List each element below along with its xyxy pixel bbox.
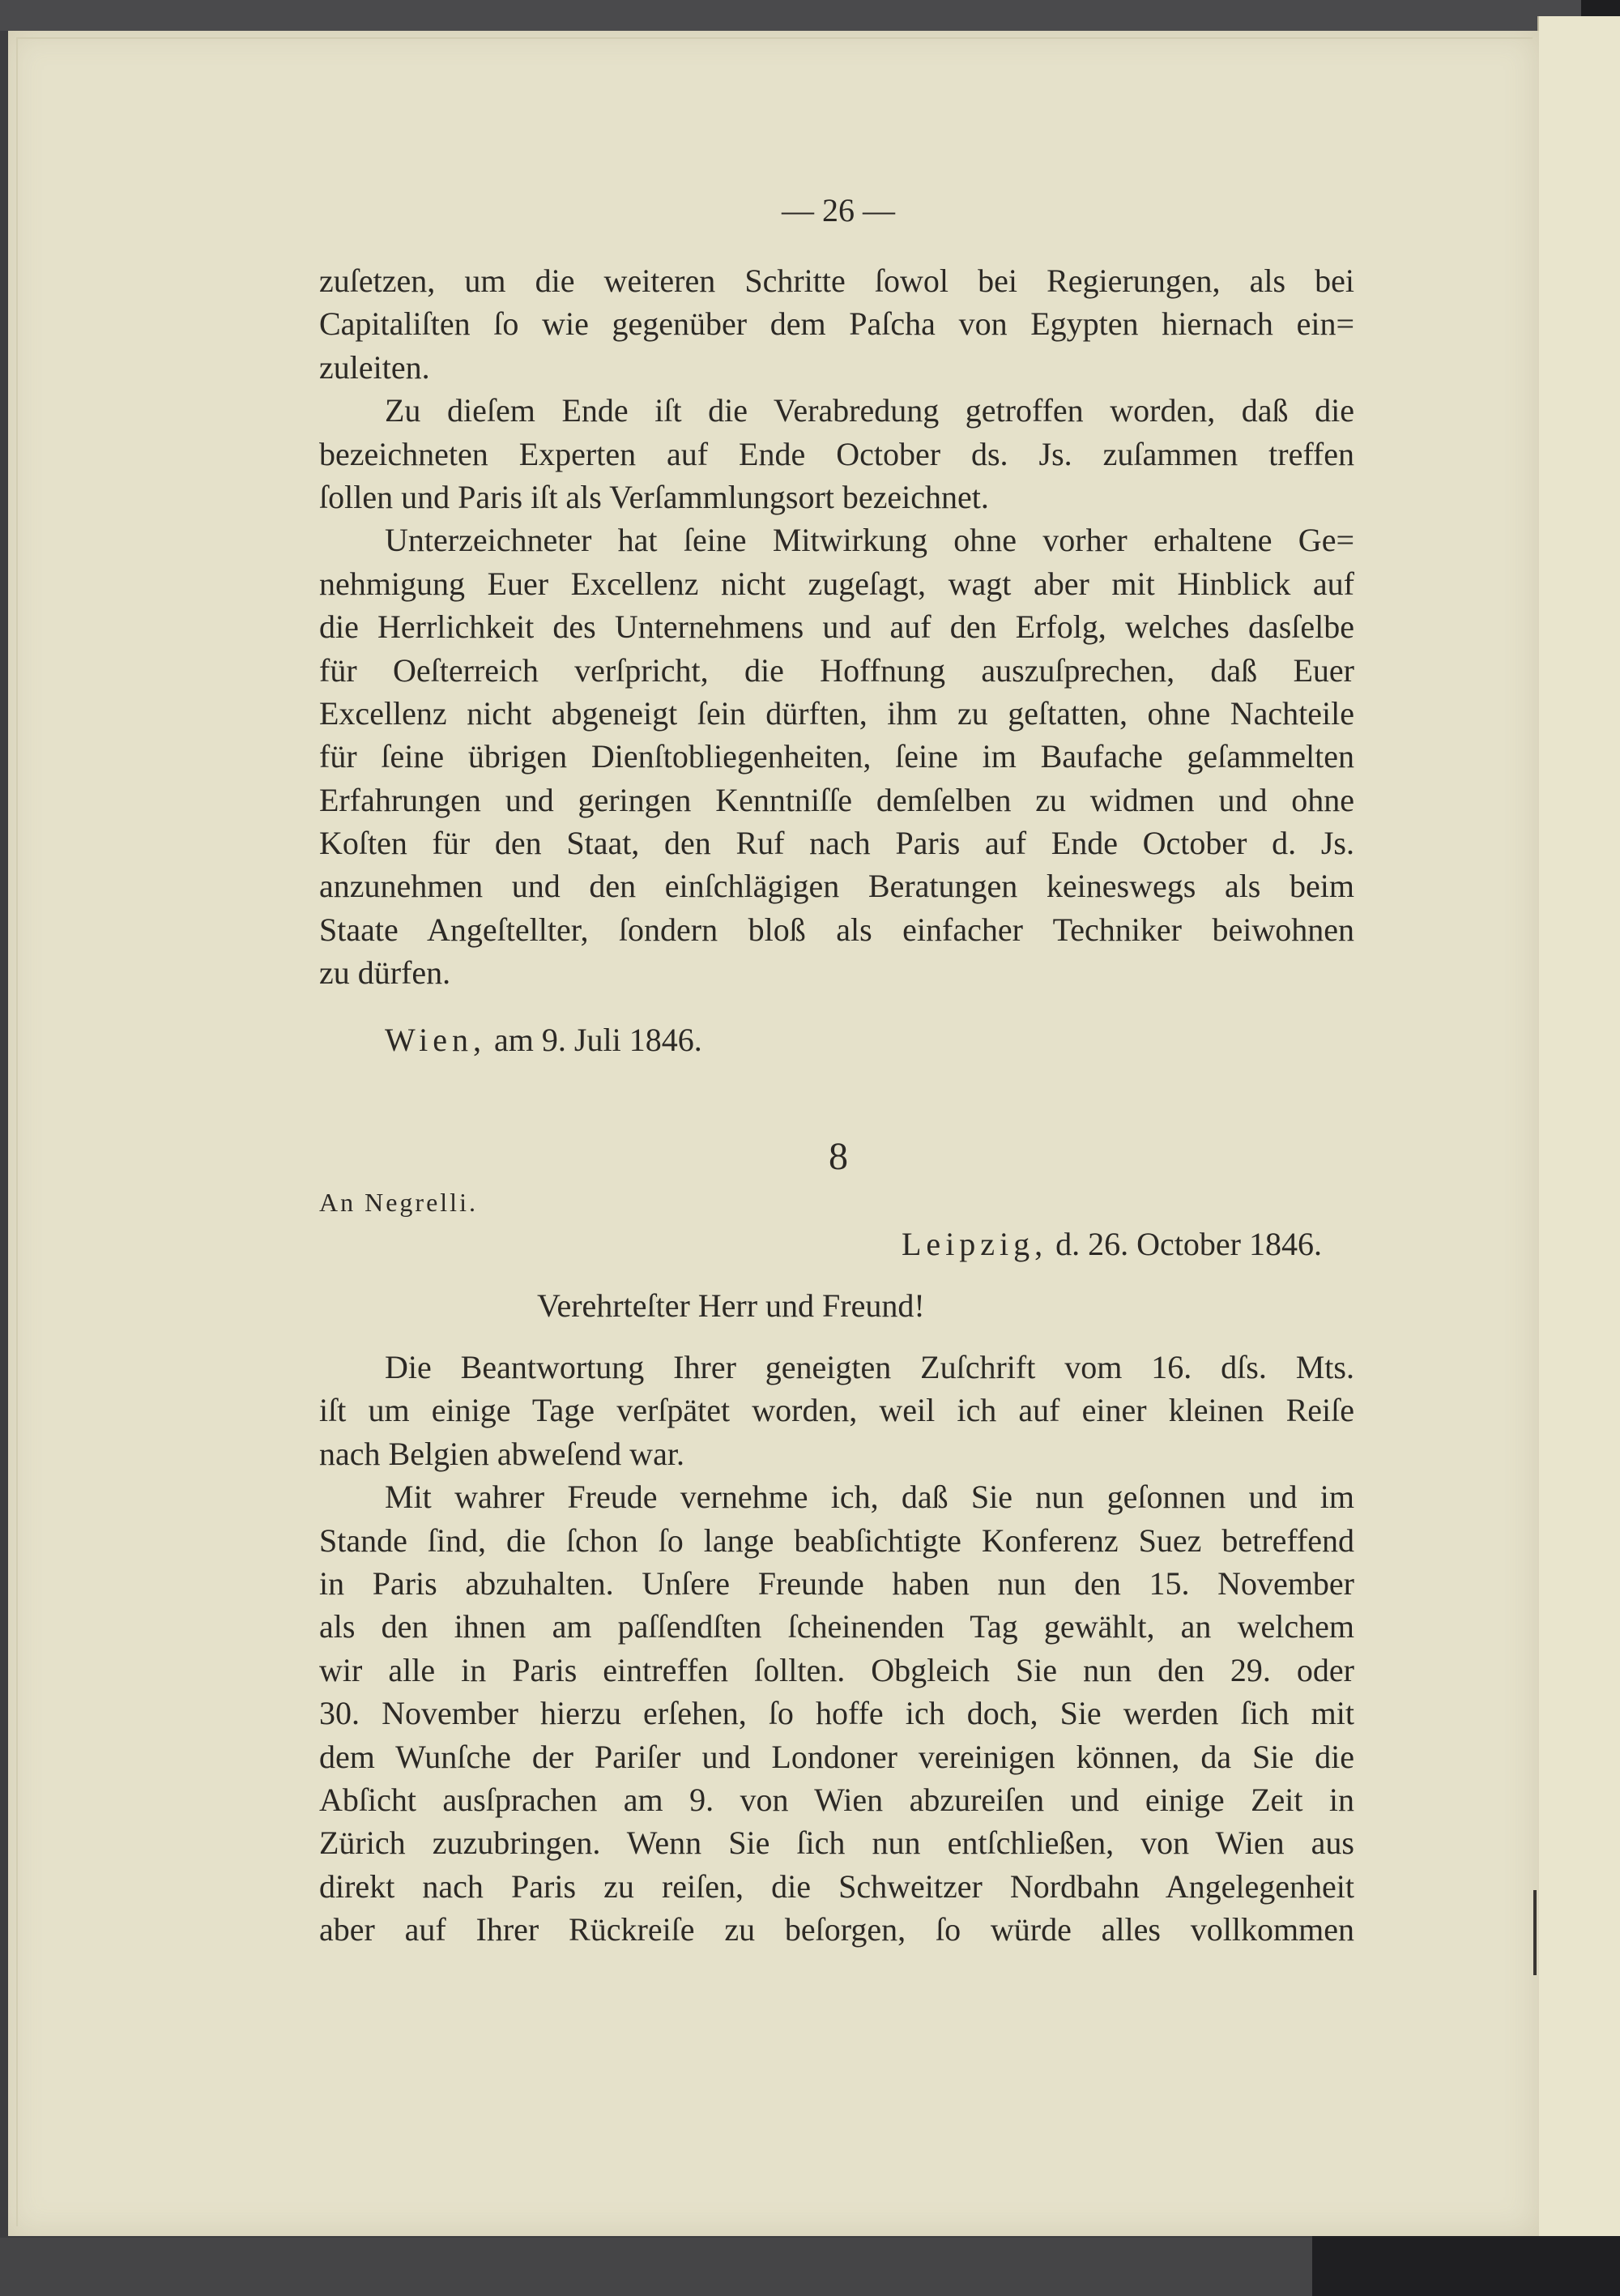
text-line: für Oeſterreich verſpricht, die Hoffnung auszuſprechen, daß Euer (319, 651, 1354, 689)
closing-date: am 9. Juli 1846. (494, 1022, 702, 1058)
scan-background-bottom-dark (1312, 2232, 1620, 2296)
page-number: — 26 — (782, 192, 895, 228)
text-line: ſollen und Paris iſt als Verſammlungsort bezeichnet. (319, 478, 989, 515)
closing-place: Wien, (385, 1022, 487, 1058)
text-line: Koſten für den Staat, den Ruf nach Paris auf Ende October d. Js. (319, 825, 1354, 862)
text-line: zuſetzen, um die weiteren Schritte ſowol bei Regierungen, als bei (319, 262, 1354, 299)
text-line: aber auf Ihrer Rückreiſe zu beſorgen, ſo würde alles vollkommen (319, 1911, 1354, 1948)
text-line: Unterzeichneter hat ſeine Mitwirkung ohne vorher erhaltene Ge= (385, 522, 1354, 559)
text-line: nach Belgien abweſend war. (319, 1435, 684, 1472)
text-line: in Paris abzuhalten. Unſere Freunde haben nun den 15. November (319, 1564, 1354, 1602)
text-line: Stande ſind, die ſchon ſo lange beabſichtigte Konferenz Suez betreffend (319, 1521, 1354, 1559)
text-line: als den ihnen am paſſendſten ſcheinenden Tag gewählt, an welchem (319, 1608, 1354, 1645)
letter-number: 8 (829, 1135, 848, 1178)
letter-7-closing (385, 1021, 702, 1059)
text-line: Zu dieſem Ende iſt die Verabredung getroffen worden, daß die (385, 392, 1354, 429)
text-line: iſt um einige Tage verſpätet worden, weil ich auf einer kleinen Reiſe (319, 1392, 1354, 1429)
text-line: Mit wahrer Freude vernehme ich, daß Sie nun geſonnen und im (385, 1479, 1354, 1516)
text-line: dem Wunſche der Pariſer und Londoner vereinigen können, da Sie die (319, 1738, 1354, 1775)
text-line: für ſeine übrigen Dienſtobliegenheiten, ſeine im Baufache geſammelten (319, 738, 1354, 775)
letter-7-body (319, 259, 1354, 995)
text-line: Zürich zuzubringen. Wenn Sie ſich nun entſchließen, von Wien aus (319, 1824, 1354, 1862)
text-line: anzunehmen und den einſchlägigen Beratungen keineswegs als beim (319, 868, 1354, 905)
letter-8-body (319, 1346, 1354, 1951)
text-line: nehmigung Euer Excellenz nicht zugeſagt, wagt aber mit Hinblick auf (319, 565, 1354, 602)
adjacent-page-edge (1537, 16, 1620, 2236)
text-line: zu dürfen. (319, 954, 451, 992)
page-marker-line (1533, 1890, 1537, 1975)
text-line: bezeichneten Experten auf Ende October ds. Js. zuſammen treffen (319, 435, 1354, 472)
letter-place-date (902, 1225, 1322, 1263)
letter-salutation: Verehrteſter Herr und Freund! (537, 1287, 925, 1324)
text-line: Capitaliſten ſo wie gegenüber dem Paſcha von Egypten hiernach ein= (319, 305, 1354, 343)
scan-background-top (0, 0, 1620, 31)
text-line: Die Beantwortung Ihrer geneigten Zuſchrift vom 16. dſs. Mts. (385, 1349, 1354, 1385)
letter-recipient: An Negrelli. (319, 1188, 478, 1217)
text-line: 30. November hierzu erſehen, ſo hoffe ich doch, Sie werden ſich mit (319, 1695, 1354, 1732)
text-line: die Herrlichkeit des Unternehmens und auf den Erfolg, welches dasſelbe (319, 608, 1354, 646)
text-line: Abſicht ausſprachen am 9. von Wien abzureiſen und einige Zeit in (319, 1781, 1354, 1818)
text-line: Staate Angeſtellter, ſondern bloß als einfacher Techniker beiwohnen (319, 911, 1354, 948)
text-line: zuleiten. (319, 348, 430, 386)
letter-date: d. 26. October 1846. (1055, 1226, 1322, 1262)
text-line: direkt nach Paris zu reiſen, die Schweitzer Nordbahn Angelegenheit (319, 1867, 1354, 1905)
text-line: Erfahrungen und geringen Kenntniſſe demſelben zu widmen und ohne (319, 781, 1354, 818)
text-line: Excellenz nicht abgeneigt ſein dürften, ihm zu geſtatten, ohne Nachteile (319, 694, 1354, 732)
letter-place: Leipzig, (902, 1226, 1048, 1262)
text-line: wir alle in Paris eintreffen ſollten. Obgleich Sie nun den 29. oder (319, 1651, 1354, 1688)
